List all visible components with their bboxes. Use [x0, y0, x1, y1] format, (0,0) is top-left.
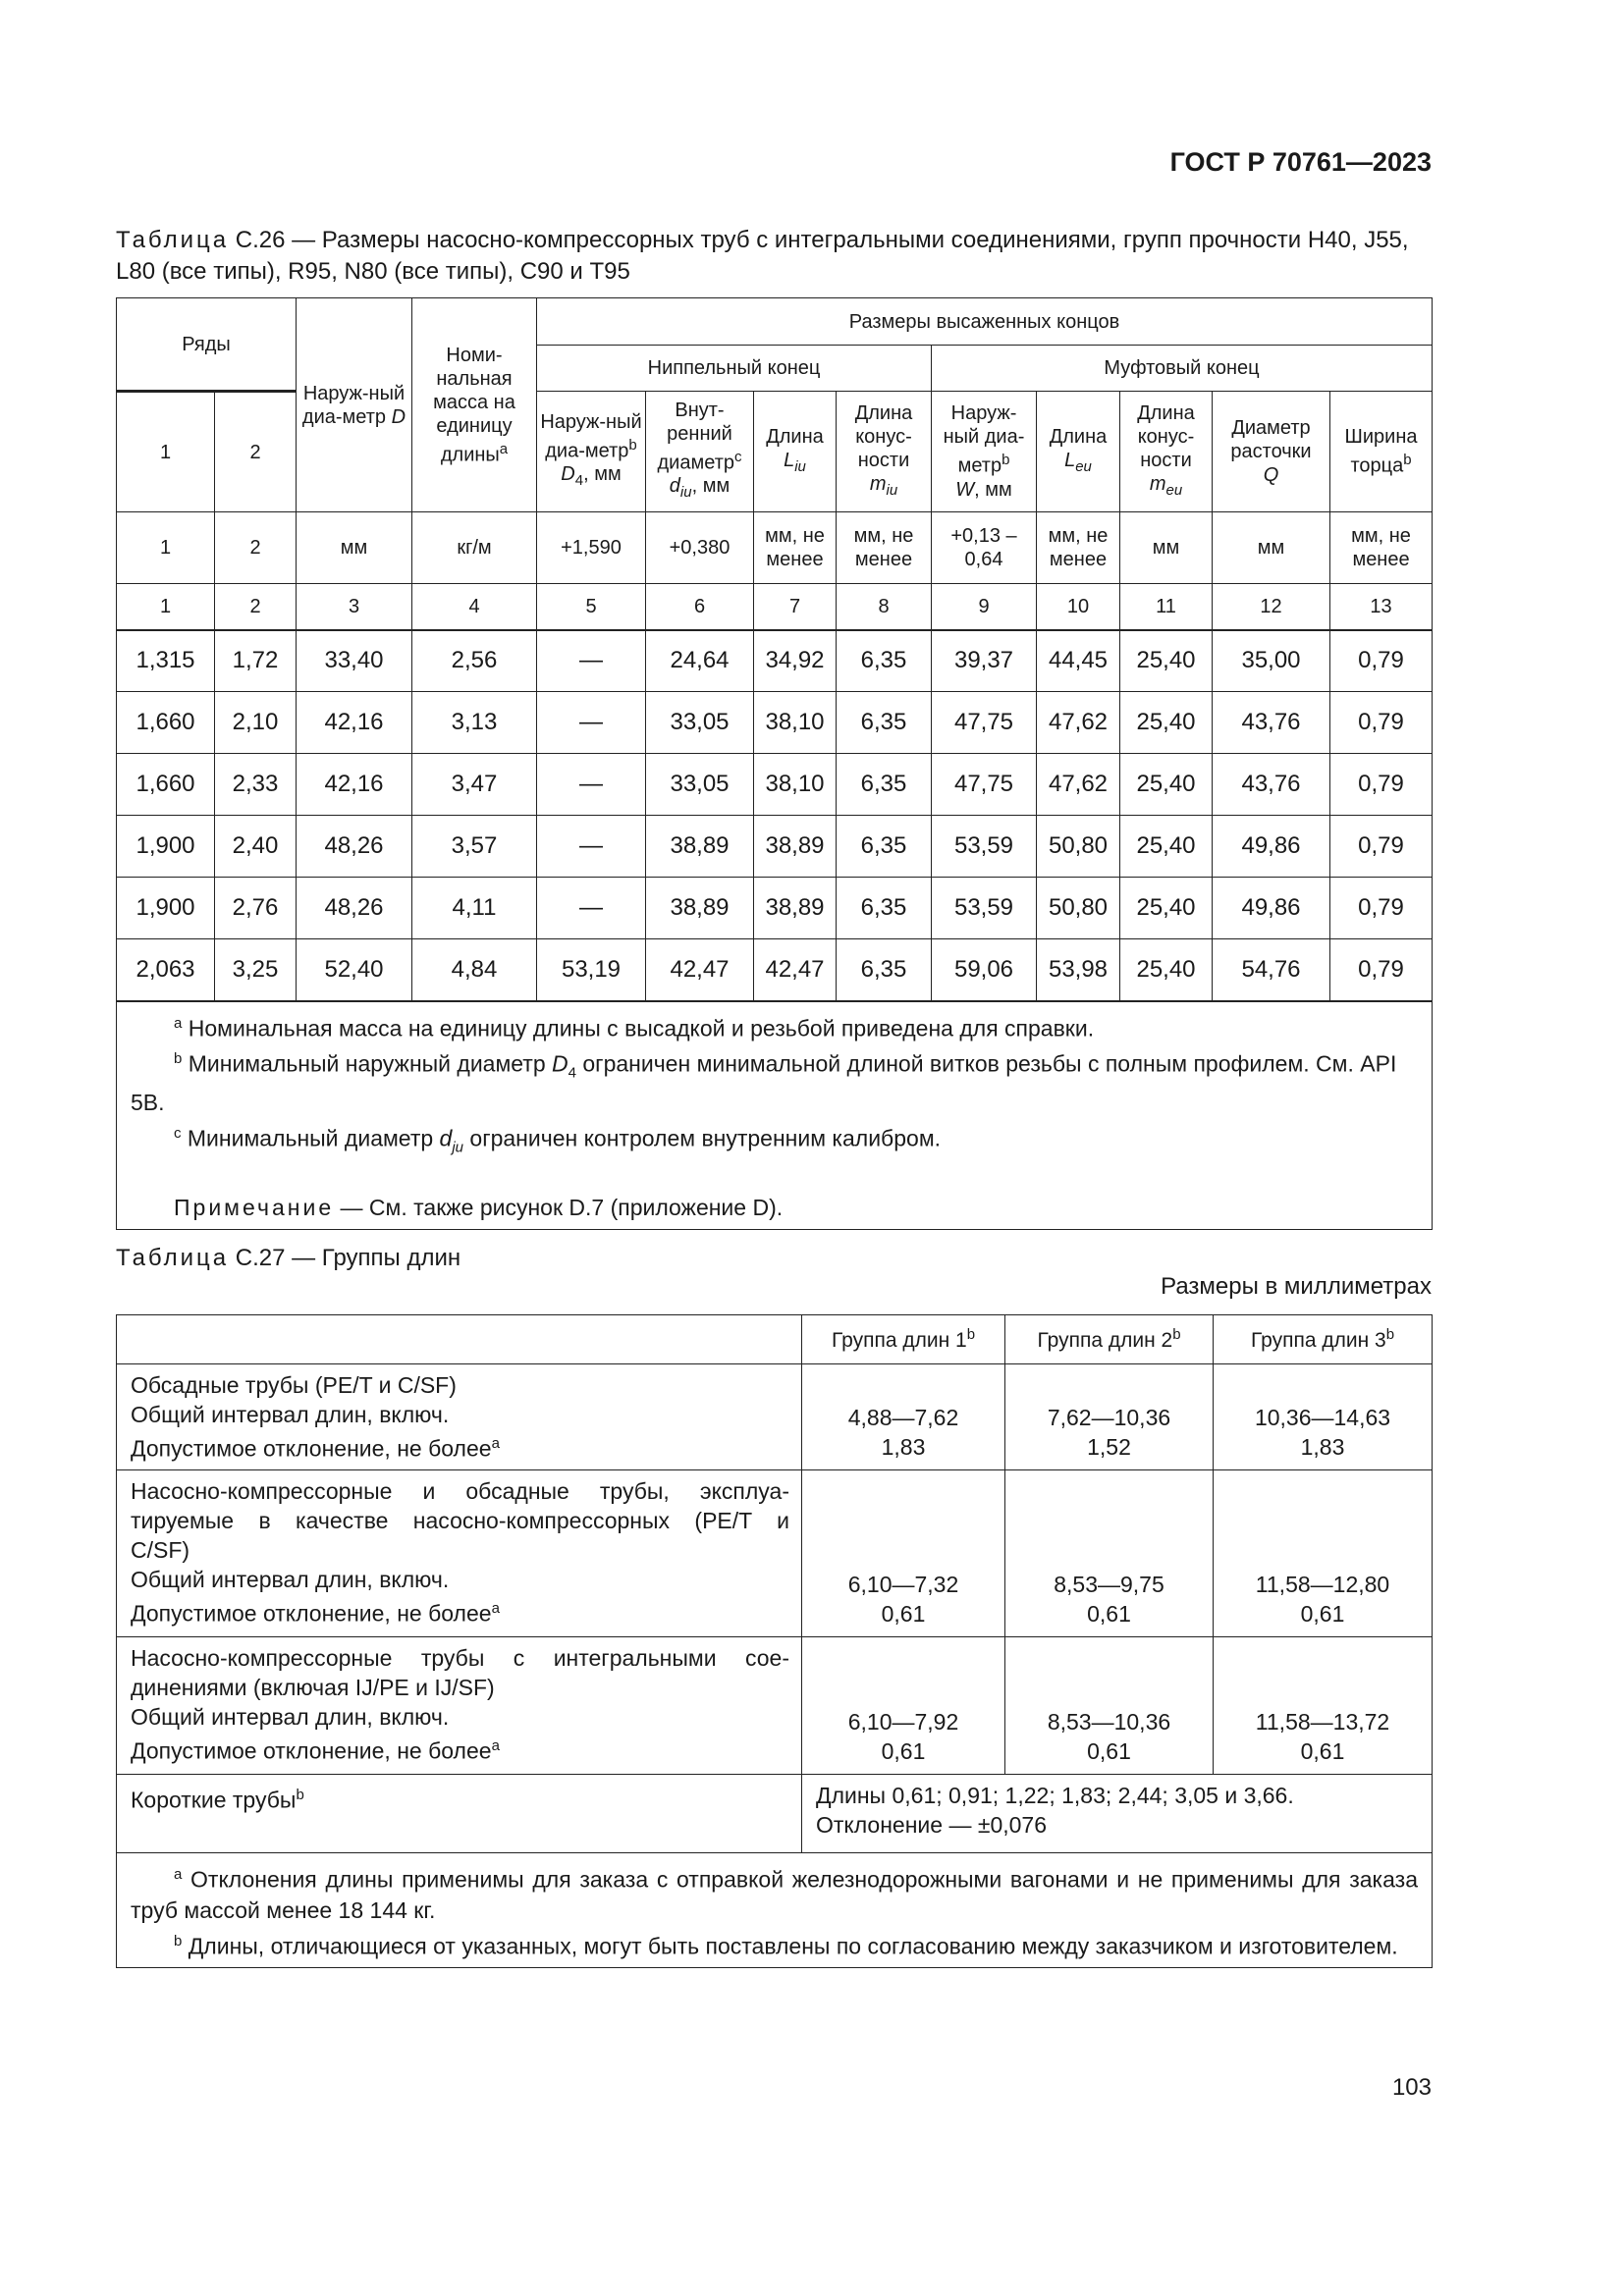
column-number: 7 [754, 584, 837, 630]
interval-value: 6,10—7,92 [847, 1709, 959, 1735]
table-cell: 49,86 [1213, 878, 1330, 939]
table-cell: 6,35 [837, 878, 932, 939]
table-cell: 25,40 [1120, 878, 1213, 939]
table-cell: 39,37 [932, 630, 1037, 692]
tolerance-value: 0,61 [1087, 1601, 1131, 1627]
table-c27-units-note: Размеры в миллиметрах [1161, 1273, 1432, 1300]
unit-cell: мм, не менее [754, 512, 837, 584]
table-cell: — [537, 816, 646, 878]
table-cell: 6,35 [837, 939, 932, 1001]
column-number: 5 [537, 584, 646, 630]
table-cell: 43,76 [1213, 754, 1330, 816]
table-cell: 25,40 [1120, 754, 1213, 816]
table-cell: 25,40 [1120, 816, 1213, 878]
footnote-b: $^b$ Длины, отличающиеся от указанных, могут быть поставлены по согласованию между заказчиком и изготовителем. [174, 1932, 1398, 1959]
table-cell: 43,76 [1213, 692, 1330, 754]
column-number: 8 [837, 584, 932, 630]
table-cell: 3,47 [412, 754, 537, 816]
caption-text: С.26 — Размеры насосно-компрессорных труб с интегральными соединениями, групп прочности H40, J55, L80 (все типы), R95, N80 (все типы), C90 и T95 [116, 227, 1409, 285]
description-line: Насосно-компрессорные и обсадные трубы, эксплуа- [131, 1478, 789, 1504]
footnote-a: $^a$ Отклонения длины применимы для заказа с отправкой железнодорожными вагонами и не применимы для заказа труб массой менее 18 144 кг. [131, 1866, 1418, 1923]
unit-cell: мм, не менее [837, 512, 932, 584]
table-cell: 48,26 [297, 878, 412, 939]
tolerance-value: 0,61 [1087, 1738, 1131, 1764]
column-number: 12 [1213, 584, 1330, 630]
unit-cell: +1,590 [537, 512, 646, 584]
table-cell: 53,59 [932, 878, 1037, 939]
table-cell: 53,98 [1037, 939, 1120, 1001]
interval-label: Общий интервал длин, включ. [131, 1402, 450, 1427]
tolerance-value: 0,61 [1300, 1738, 1345, 1764]
header-length-group-2: Группа длин 2$^b$ [1005, 1315, 1214, 1364]
table-cell: 0,79 [1330, 692, 1433, 754]
table-cell: 42,47 [646, 939, 754, 1001]
length-group-value [1005, 1637, 1214, 1775]
header-nominal-mass: Номи-нальная масса на единицу длины$^a$ [412, 298, 537, 512]
header-col-1: 1 [117, 392, 215, 512]
table-cell: 2,40 [215, 816, 297, 878]
column-number: 6 [646, 584, 754, 630]
interval-value: 8,53—10,36 [1047, 1709, 1171, 1735]
header-bore-diameter: Диаметр расточки Q [1213, 392, 1330, 512]
interval-label: Общий интервал длин, включ. [131, 1567, 450, 1592]
interval-label: Общий интервал длин, включ. [131, 1704, 450, 1730]
description-line: C/SF) [131, 1537, 190, 1563]
header-box-length: Длина $L_{eu}$ [1037, 392, 1120, 512]
header-pin-length: Длина $L_{iu}$ [754, 392, 837, 512]
short-pipes-values: Длины 0,61; 0,91; 1,22; 1,83; 2,44; 3,05 и 3,66. Отклонение — ±0,076 [802, 1775, 1433, 1853]
table-cell: 47,62 [1037, 692, 1120, 754]
table-cell: 38,10 [754, 692, 837, 754]
header-upset-ends: Размеры высаженных концов [537, 298, 1433, 346]
unit-cell: мм [1213, 512, 1330, 584]
tolerance-label: Допустимое отклонение, не более$^a$ [131, 1435, 500, 1462]
table-cell: 2,33 [215, 754, 297, 816]
unit-cell: +0,380 [646, 512, 754, 584]
table-cell: 38,89 [754, 816, 837, 878]
header-rows: Ряды [117, 298, 297, 392]
table-cell: 3,13 [412, 692, 537, 754]
table-cell: 34,92 [754, 630, 837, 692]
description-line: Обсадные трубы (PE/T и C/SF) [131, 1372, 457, 1398]
table-row [117, 630, 1433, 692]
table-cell: 59,06 [932, 939, 1037, 1001]
table-c27-notes [117, 1853, 1433, 1968]
length-group-row [117, 1364, 1433, 1470]
description-line: тируемые в качестве насосно-компрессорных (PE/T и [131, 1508, 789, 1533]
table-cell: 38,89 [646, 878, 754, 939]
caption-label: Таблица [116, 1245, 230, 1271]
column-number: 13 [1330, 584, 1433, 630]
table-cell: 2,10 [215, 692, 297, 754]
table-cell: 0,79 [1330, 630, 1433, 692]
table-cell: — [537, 630, 646, 692]
unit-cell: мм, не менее [1037, 512, 1120, 584]
tolerance-value: 1,52 [1087, 1434, 1131, 1460]
header-outer-diameter: Наруж-ный диа-метр D [297, 298, 412, 512]
table-c27-groups [117, 1364, 1433, 1775]
table-cell: 47,62 [1037, 754, 1120, 816]
table-c26-notes [117, 1001, 1433, 1230]
caption-text: С.27 — Группы длин [229, 1245, 461, 1271]
table-row [117, 878, 1433, 939]
table-cell: 50,80 [1037, 816, 1120, 878]
unit-cell: 1 [117, 512, 215, 584]
length-group-value [802, 1364, 1005, 1470]
table-cell: 1,315 [117, 630, 215, 692]
table-row [117, 754, 1433, 816]
tolerance-value: 0,61 [1300, 1601, 1345, 1627]
footnote-b: $^b$ Минимальный наружный диаметр $D_4$ ограничен минимальной длиной витков резьбы с полным профилем. См. API 5B. [131, 1050, 1397, 1116]
header-pin-inner-diameter: Внут-ренний диаметр$^c$ $d_{iu}$, мм [646, 392, 754, 512]
table-cell: 38,89 [646, 816, 754, 878]
table-cell: 47,75 [932, 692, 1037, 754]
footnote-c: $^c$ Минимальный диаметр $d_{ju}$ ограничен контролем внутренним калибром. [174, 1125, 942, 1156]
page-number: 103 [1391, 2074, 1432, 2101]
table-cell: 1,900 [117, 878, 215, 939]
table-cell: — [537, 878, 646, 939]
length-group-value [1005, 1470, 1214, 1637]
table-cell: 3,25 [215, 939, 297, 1001]
length-group-value [1214, 1470, 1433, 1637]
document-standard-number: ГОСТ Р 70761—2023 [1169, 147, 1432, 177]
table-row [117, 939, 1433, 1001]
table-cell: 6,35 [837, 816, 932, 878]
length-group-row [117, 1470, 1433, 1637]
table-cell: 1,660 [117, 754, 215, 816]
table-cell: 33,05 [646, 754, 754, 816]
length-group-value [802, 1470, 1005, 1637]
table-cell: 25,40 [1120, 630, 1213, 692]
column-number: 9 [932, 584, 1037, 630]
column-number: 2 [215, 584, 297, 630]
length-group-description [117, 1470, 802, 1637]
interval-value: 10,36—14,63 [1254, 1405, 1391, 1430]
table-cell: 47,75 [932, 754, 1037, 816]
unit-cell: мм [297, 512, 412, 584]
header-empty [117, 1315, 802, 1364]
caption-label: Таблица [116, 227, 230, 253]
table-cell: 0,79 [1330, 754, 1433, 816]
table-cell: 6,35 [837, 754, 932, 816]
table-cell: 2,56 [412, 630, 537, 692]
table-cell: 0,79 [1330, 878, 1433, 939]
tolerance-value: 0,61 [881, 1601, 926, 1627]
table-cell: 6,35 [837, 692, 932, 754]
tolerance-value: 1,83 [1300, 1434, 1345, 1460]
table-cell: 48,26 [297, 816, 412, 878]
unit-cell: мм [1120, 512, 1213, 584]
table-cell: — [537, 692, 646, 754]
column-number: 10 [1037, 584, 1120, 630]
tolerance-value: 0,61 [881, 1738, 926, 1764]
length-group-value [1005, 1364, 1214, 1470]
table-c27 [116, 1314, 1433, 1968]
header-box-end: Муфтовый конец [932, 346, 1433, 392]
header-length-group-3: Группа длин 3$^b$ [1214, 1315, 1433, 1364]
column-number: 3 [297, 584, 412, 630]
footnote-a: $^a$ Номинальная масса на единицу длины с высадкой и резьбой приведена для справки. [174, 1014, 1095, 1041]
table-row [117, 692, 1433, 754]
table-cell: 33,05 [646, 692, 754, 754]
unit-cell: кг/м [412, 512, 537, 584]
table-cell: 4,11 [412, 878, 537, 939]
length-group-value [1214, 1364, 1433, 1470]
table-cell: 1,72 [215, 630, 297, 692]
table-c26 [116, 297, 1433, 1230]
table-cell: 3,57 [412, 816, 537, 878]
table-cell: 38,89 [754, 878, 837, 939]
description-line: динениями (включая IJ/PE и IJ/SF) [131, 1675, 495, 1700]
table-cell: 0,79 [1330, 939, 1433, 1001]
header-pin-taper-length: Длина конус-ности $m_{iu}$ [837, 392, 932, 512]
table-c26-caption [116, 225, 1432, 288]
table-cell: 2,76 [215, 878, 297, 939]
header-face-width: Ширина торца$^b$ [1330, 392, 1433, 512]
table-cell: 44,45 [1037, 630, 1120, 692]
tolerance-label: Допустимое отклонение, не более$^a$ [131, 1737, 500, 1764]
length-group-description [117, 1364, 802, 1470]
table-cell: 1,660 [117, 692, 215, 754]
column-number: 11 [1120, 584, 1213, 630]
header-box-taper-length: Длина конус-ности $m_{eu}$ [1120, 392, 1213, 512]
table-cell: 42,16 [297, 692, 412, 754]
table-cell: 52,40 [297, 939, 412, 1001]
table-cell: 42,16 [297, 754, 412, 816]
length-group-description [117, 1637, 802, 1775]
table-row [117, 816, 1433, 878]
description-line: Насосно-компрессорные трубы с интегральными сое- [131, 1645, 789, 1671]
table-cell: 42,47 [754, 939, 837, 1001]
column-number: 4 [412, 584, 537, 630]
table-cell: 53,59 [932, 816, 1037, 878]
length-group-value [1214, 1637, 1433, 1775]
length-group-value [802, 1637, 1005, 1775]
short-pipes-label: Короткие трубы$^b$ [117, 1775, 802, 1853]
table-cell: 53,19 [537, 939, 646, 1001]
table-c27-caption [116, 1243, 1432, 1274]
interval-value: 7,62—10,36 [1047, 1405, 1171, 1430]
table-cell: 35,00 [1213, 630, 1330, 692]
table-cell: 2,063 [117, 939, 215, 1001]
table-cell: 50,80 [1037, 878, 1120, 939]
header-box-outer-diameter: Наруж-ный диа-метр$^b$ W, мм [932, 392, 1037, 512]
table-cell: 33,40 [297, 630, 412, 692]
unit-cell: мм, не менее [1330, 512, 1433, 584]
interval-value: 11,58—13,72 [1255, 1709, 1390, 1735]
table-cell: 1,900 [117, 816, 215, 878]
table-c26-remark: Примечание — См. также рисунок D.7 (приложение D). [174, 1194, 784, 1220]
table-cell: 25,40 [1120, 692, 1213, 754]
length-group-row [117, 1637, 1433, 1775]
table-cell: 24,64 [646, 630, 754, 692]
interval-value: 11,58—12,80 [1255, 1572, 1390, 1597]
table-cell: 54,76 [1213, 939, 1330, 1001]
header-pin-end: Ниппельный конец [537, 346, 932, 392]
unit-cell: 2 [215, 512, 297, 584]
interval-value: 8,53—9,75 [1054, 1572, 1164, 1597]
header-col-2: 2 [215, 392, 297, 512]
tolerance-label: Допустимое отклонение, не более$^a$ [131, 1600, 500, 1627]
interval-value: 6,10—7,32 [847, 1572, 959, 1597]
tolerance-value: 1,83 [881, 1434, 926, 1460]
table-c26-data-rows [117, 630, 1433, 1001]
table-cell: 38,10 [754, 754, 837, 816]
table-cell: 25,40 [1120, 939, 1213, 1001]
header-length-group-1: Группа длин 1$^b$ [802, 1315, 1005, 1364]
unit-cell: +0,13 –0,64 [932, 512, 1037, 584]
header-pin-outer-diameter: Наруж-ный диа-метр$^b$ $D_4$, мм [537, 392, 646, 512]
table-cell: 6,35 [837, 630, 932, 692]
interval-value: 4,88—7,62 [847, 1405, 959, 1430]
table-cell: — [537, 754, 646, 816]
table-cell: 0,79 [1330, 816, 1433, 878]
table-cell: 4,84 [412, 939, 537, 1001]
column-number: 1 [117, 584, 215, 630]
table-cell: 49,86 [1213, 816, 1330, 878]
